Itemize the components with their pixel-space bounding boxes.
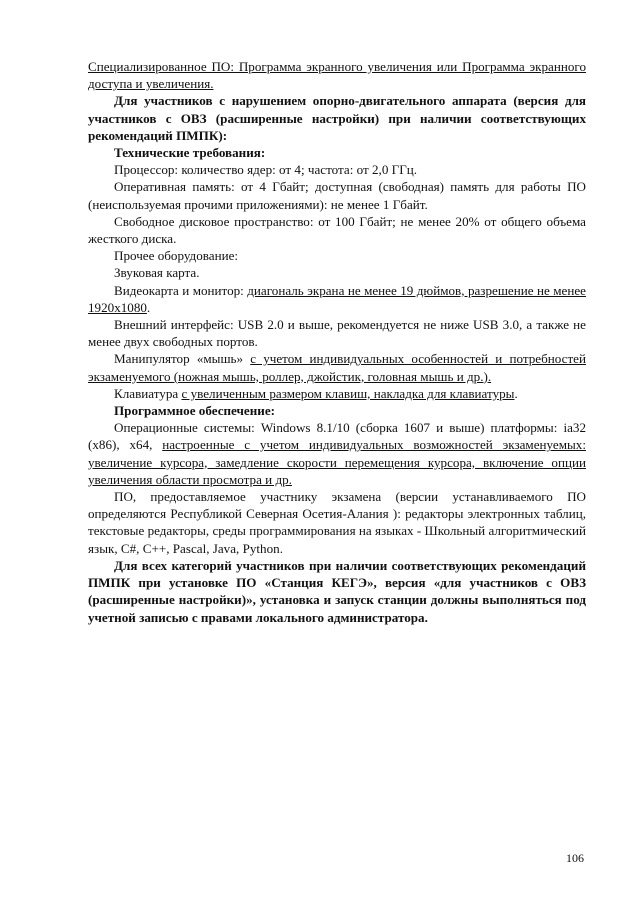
software-heading: Программное обеспечение: xyxy=(114,403,275,419)
video-monitor-label: Видеокарта и монитор: xyxy=(114,282,248,298)
keyboard-end: . xyxy=(514,385,518,401)
mouse-requirement xyxy=(88,350,586,384)
keyboard-requirement xyxy=(88,385,586,402)
page-number: 106 xyxy=(566,851,584,865)
disk-requirement: Свободное дисковое пространство: от 100 Гбайт; не менее 20% от общего объема жесткого диска. xyxy=(88,213,586,247)
sound-card-item: Звуковая карта. xyxy=(114,265,200,281)
keyboard-detail: с увеличенным размером клавиш, накладка для клавиатуры xyxy=(181,385,515,401)
document-page xyxy=(88,58,586,626)
os-requirement xyxy=(88,419,586,488)
cpu-requirement: Процессор: количество ядер: от 4; частота: от 2,0 ГГц. xyxy=(114,162,418,178)
os-label: Операционные системы: Windows 8.1/10 (сборка 1607 и выше) платформы: ia32 (x86), x64, xyxy=(88,420,586,453)
other-hardware-heading: Прочее оборудование: xyxy=(114,248,239,264)
video-monitor-requirement xyxy=(88,282,586,316)
mouse-label: Манипулятор «мышь» xyxy=(114,351,251,367)
tech-requirements-heading: Технические требования: xyxy=(114,145,266,161)
usb-requirement: Внешний интерфейс: USB 2.0 и выше, рекомендуется не ниже USB 3.0, а также не менее двух свободных портов. xyxy=(88,317,586,350)
musculoskeletal-heading: Для участников с нарушением опорно-двигательного аппарата (версия для участников с ОВЗ (расширенные настройки) при наличии соответствующих рекомендаций ПМПК): xyxy=(88,93,586,143)
mouse-detail: с учетом индивидуальных особенностей и потребностей экзаменуемого (ножная мышь, роллер, джойстик, головная мышь и др.). xyxy=(88,351,586,384)
exam-software-paragraph: ПО, предоставляемое участнику экзамена (версии устанавливаемого ПО определяются Республикой Северная Осетия-Алания ): редакторы электронных таблиц, текстовые редакторы, среды программирования на языках - Школьный алгоритмический язык, C#, C++, Pascal, Java, Python. xyxy=(88,489,586,556)
ram-requirement: Оперативная память: от 4 Гбайт; доступная (свободная) память для работы ПО (неиспользуемая прочими приложениями): не менее 1 Гбайт. xyxy=(88,179,586,212)
os-detail: настроенные с учетом индивидуальных возможностей экзаменуемых: увеличение курсора, замедление скорости перемещения курсора, включение опции увеличения области просмотра и др. xyxy=(88,437,586,487)
video-monitor-detail: диагональ экрана не менее 19 дюймов, разрешение не менее 1920х1080 xyxy=(88,282,586,315)
all-categories-paragraph: Для всех категорий участников при наличии соответствующих рекомендаций ПМПК при установке ПО «Станция КЕГЭ», версия «для участников с ОВЗ (расширенные настройки)», установка и запуск станции должны выполняться под учетной записью с правами локального администратора. xyxy=(88,557,586,625)
video-monitor-end: . xyxy=(146,299,151,315)
keyboard-label: Клавиатура xyxy=(114,385,182,401)
specialized-software-paragraph: Специализированное ПО: Программа экранного увеличения или Программа экранного доступа и увеличения. xyxy=(88,59,586,92)
